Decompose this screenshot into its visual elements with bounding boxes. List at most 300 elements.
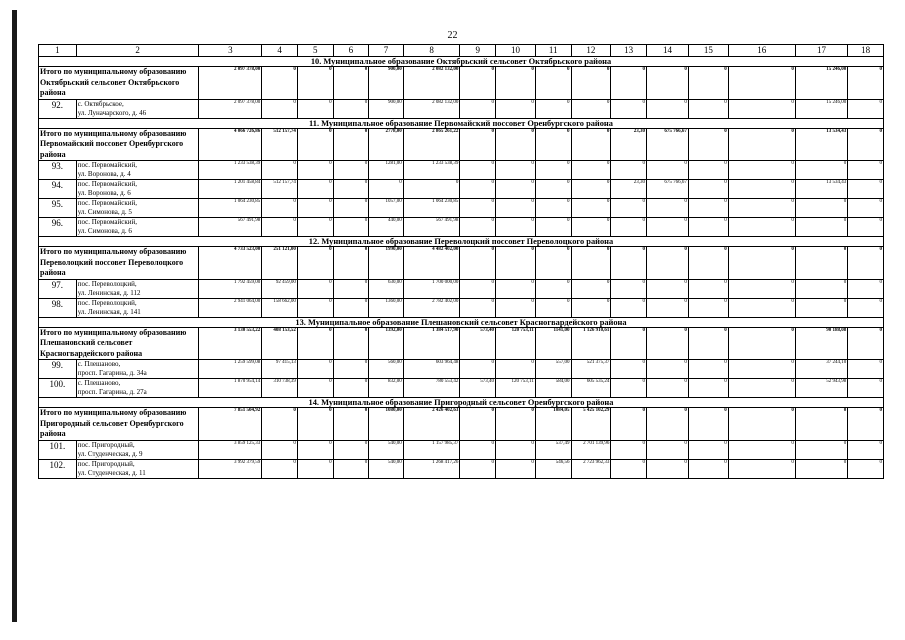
cell-value: 0	[848, 99, 884, 118]
cell-value: 0	[571, 199, 611, 218]
total-value: 0	[571, 128, 611, 161]
row-number: 96.	[39, 218, 77, 237]
column-header: 14	[646, 45, 688, 57]
cell-value: 0	[297, 180, 333, 199]
total-value: 0	[460, 408, 496, 441]
cell-value: 13 534,43	[795, 180, 847, 199]
section-title: 12. Муниципальное образование Переволоцкий поссовет Переволоцкого района	[39, 237, 884, 247]
row-number: 98.	[39, 298, 77, 317]
address-line: ул. Ленинская, д. 112	[77, 288, 141, 297]
row-address	[76, 360, 199, 379]
cell-value: 0	[728, 161, 795, 180]
address-line: ул. Симонова, д. 5	[77, 208, 132, 216]
row-number: 94.	[39, 180, 77, 199]
row-number: 101.	[39, 440, 77, 459]
cell-value: 630,00	[369, 279, 404, 298]
cell-value: 512 157,74	[262, 180, 298, 199]
cell-value: 0	[333, 379, 369, 398]
cell-value: 120 753,11	[496, 379, 536, 398]
total-value: 0	[611, 67, 647, 100]
total-row	[39, 247, 884, 280]
column-header: 13	[611, 45, 647, 57]
total-value: 0	[262, 408, 298, 441]
total-value: 0	[611, 247, 647, 280]
section-title-row	[39, 317, 884, 327]
cell-value: 900,00	[369, 99, 404, 118]
cell-value: 0	[848, 180, 884, 199]
cell-value: 0	[611, 379, 647, 398]
total-value: 675 766,67	[646, 128, 688, 161]
total-value: 512 157,74	[262, 128, 298, 161]
column-header: 3	[199, 45, 262, 57]
total-value: 0	[571, 67, 611, 100]
cell-value: 0	[333, 99, 369, 118]
total-value: 0	[496, 408, 536, 441]
table-row	[39, 180, 884, 199]
cell-value: 0	[728, 99, 795, 118]
total-label: Итого по муниципальному образованию Первомайский поссовет Оренбургского района	[39, 128, 199, 161]
cell-value: 0	[646, 218, 688, 237]
cell-value: 603 964,48	[403, 360, 460, 379]
column-header: 6	[333, 45, 369, 57]
column-header: 17	[795, 45, 847, 57]
column-header: 1	[39, 45, 77, 57]
row-address	[76, 180, 199, 199]
cell-value: 0	[688, 360, 728, 379]
cell-value: 605 535,24	[571, 379, 611, 398]
total-label: Итого по муниципальному образованию Плешановский сельсовет Красногвардейского района	[39, 327, 199, 360]
table-row	[39, 279, 884, 298]
binding-edge	[12, 10, 17, 622]
cell-value: 0	[848, 440, 884, 459]
cell-value: 0	[795, 298, 847, 317]
total-value: 0	[646, 247, 688, 280]
cell-value: 0	[795, 279, 847, 298]
cell-value: 0	[688, 379, 728, 398]
total-value: 0	[496, 247, 536, 280]
table-row	[39, 199, 884, 218]
total-value: 90 188,08	[795, 327, 847, 360]
total-value: 0	[611, 327, 647, 360]
total-value: 0	[688, 247, 728, 280]
total-value: 2 426 402,63	[403, 408, 460, 441]
total-value: 251 121,00	[262, 247, 298, 280]
table-row	[39, 459, 884, 478]
total-value: 3 130 553,22	[199, 327, 262, 360]
cell-value: 0	[460, 199, 496, 218]
cell-value: 0	[496, 180, 536, 199]
cell-value: 560,00	[369, 360, 404, 379]
cell-value: 2 701 139,96	[571, 440, 611, 459]
row-address	[76, 279, 199, 298]
total-value: 0	[297, 128, 333, 161]
total-value: 0	[848, 327, 884, 360]
column-header: 15	[688, 45, 728, 57]
address-line: просп. Гагарина, д. 27а	[77, 388, 147, 396]
cell-value: 0	[646, 99, 688, 118]
cell-value: 0	[460, 99, 496, 118]
cell-value: 0	[262, 218, 298, 237]
cell-value: 1 700 000,00	[403, 279, 460, 298]
total-value: 1990,00	[369, 247, 404, 280]
column-header: 12	[571, 45, 611, 57]
cell-value: 0	[535, 298, 571, 317]
column-header: 18	[848, 45, 884, 57]
total-value: 0	[795, 408, 847, 441]
cell-value: 0	[795, 199, 847, 218]
cell-value: 0	[297, 379, 333, 398]
row-address	[76, 298, 199, 317]
table-row	[39, 161, 884, 180]
cell-value: 0	[571, 298, 611, 317]
cell-value: 2 941 064,00	[199, 298, 262, 317]
cell-value: 0	[611, 440, 647, 459]
cell-value: 0	[496, 360, 536, 379]
total-value: 120 753,11	[496, 327, 536, 360]
cell-value: 1 870 954,14	[199, 379, 262, 398]
cell-value: 0	[688, 161, 728, 180]
total-value: 0	[611, 408, 647, 441]
cell-value: 0	[646, 379, 688, 398]
total-value: 2 865 261,22	[403, 128, 460, 161]
cell-value: 0	[571, 180, 611, 199]
cell-value: 573,40	[460, 379, 496, 398]
total-value: 2 082 132,00	[403, 67, 460, 100]
cell-value: 2 723 962,33	[571, 459, 611, 478]
cell-value: 0	[646, 279, 688, 298]
total-value: 0	[496, 67, 536, 100]
cell-value: 0	[728, 218, 795, 237]
total-value: 900,00	[369, 67, 404, 100]
total-row	[39, 128, 884, 161]
cell-value: 0	[728, 459, 795, 478]
cell-value: 0	[795, 459, 847, 478]
address-line: ул. Воронова, д. 4	[77, 170, 131, 178]
cell-value: 1 157 985,37	[403, 440, 460, 459]
cell-value: 0	[333, 459, 369, 478]
cell-value: 0	[297, 360, 333, 379]
address-line: пос. Первомайский,	[77, 218, 138, 226]
cell-value: 0	[297, 218, 333, 237]
cell-value: 0	[848, 459, 884, 478]
row-number: 99.	[39, 360, 77, 379]
cell-value: 0	[403, 180, 460, 199]
total-row	[39, 408, 884, 441]
cell-value: 0	[460, 218, 496, 237]
cell-value: 1 233 538,39	[403, 161, 460, 180]
cell-value: 2 782 402,00	[403, 298, 460, 317]
cell-value: 0	[646, 360, 688, 379]
total-value: 0	[460, 247, 496, 280]
cell-value: 0	[496, 199, 536, 218]
total-value: 0	[535, 247, 571, 280]
column-header: 5	[297, 45, 333, 57]
column-header: 16	[728, 45, 795, 57]
total-value: 0	[688, 408, 728, 441]
address-line: с. Плешаново,	[77, 360, 121, 368]
cell-value: 440,00	[369, 218, 404, 237]
total-value: 573,40	[460, 327, 496, 360]
total-value: 0	[848, 247, 884, 280]
total-value: 0	[571, 247, 611, 280]
total-value: 408 153,52	[262, 327, 298, 360]
total-value: 1 384 517,90	[403, 327, 460, 360]
address-line: с. Октябрьское,	[77, 99, 124, 108]
cell-value: 0	[496, 218, 536, 237]
cell-value: 0	[297, 99, 333, 118]
address-line: пос. Первомайский,	[77, 180, 138, 188]
cell-value: 0	[262, 459, 298, 478]
cell-value: 0	[728, 440, 795, 459]
total-label: Итого по муниципальному образованию Октябрьский сельсовет Октябрьского района	[39, 67, 199, 100]
total-label: Итого по муниципальному образованию Переволоцкий поссовет Переволоцкого района	[39, 247, 199, 280]
cell-value: 567 491,98	[199, 218, 262, 237]
cell-value: 0	[460, 180, 496, 199]
total-value: 0	[848, 67, 884, 100]
total-value: 2778,00	[369, 128, 404, 161]
cell-value: 0	[333, 298, 369, 317]
section-title-row	[39, 398, 884, 408]
column-header: 8	[403, 45, 460, 57]
total-value: 0	[728, 327, 795, 360]
cell-value: 0	[688, 218, 728, 237]
total-value: 0	[728, 128, 795, 161]
cell-value: 0	[297, 161, 333, 180]
cell-value: 0	[333, 279, 369, 298]
total-value: 0	[460, 128, 496, 161]
section-title: 11. Муниципальное образование Первомайский поссовет Оренбургского района	[39, 118, 884, 128]
cell-value: 0	[688, 440, 728, 459]
section-title-row	[39, 237, 884, 247]
cell-value: 0	[611, 360, 647, 379]
row-address	[76, 161, 199, 180]
section-title: 14. Муниципальное образование Пригородный сельсовет Оренбургского района	[39, 398, 884, 408]
cell-value: 0	[728, 180, 795, 199]
cell-value: 0	[728, 279, 795, 298]
cell-value: 0	[571, 99, 611, 118]
cell-value: 0	[611, 99, 647, 118]
cell-value: 0	[646, 161, 688, 180]
cell-value: 0	[535, 99, 571, 118]
page-number: 22	[447, 30, 458, 41]
total-value: 23,30	[611, 128, 647, 161]
total-value: 0	[333, 128, 369, 161]
cell-value: 0	[728, 199, 795, 218]
cell-value: 0	[496, 440, 536, 459]
address-line: ул. Студенческая, д. 9	[77, 449, 143, 458]
cell-value: 0	[297, 279, 333, 298]
cell-value: 540,00	[369, 440, 404, 459]
total-row	[39, 67, 884, 100]
cell-value: 1 233 538,39	[199, 161, 262, 180]
row-number: 100.	[39, 379, 77, 398]
column-header: 2	[76, 45, 199, 57]
cell-value: 675 766,67	[646, 180, 688, 199]
cell-value: 0	[297, 298, 333, 317]
row-address	[76, 379, 199, 398]
address-line: пос. Первомайский,	[77, 199, 138, 207]
cell-value: 0	[728, 298, 795, 317]
row-address	[76, 218, 199, 237]
address-line: пос. Пригородный,	[77, 459, 135, 468]
section-title: 13. Муниципальное образование Плешановский сельсовет Красногвардейского района	[39, 317, 884, 327]
cell-value: 0	[848, 199, 884, 218]
cell-value: 0	[611, 161, 647, 180]
cell-value: 0	[535, 199, 571, 218]
address-line: ул. Студенческая, д. 11	[77, 468, 146, 477]
cell-value: 546,56	[535, 459, 571, 478]
cell-value: 0	[571, 279, 611, 298]
cell-value: 0	[460, 298, 496, 317]
total-value: 7 851 504,92	[199, 408, 262, 441]
column-header: 9	[460, 45, 496, 57]
cell-value: 537,49	[535, 440, 571, 459]
cell-value: 3 859 125,33	[199, 440, 262, 459]
column-header: 7	[369, 45, 404, 57]
cell-value: 0	[496, 279, 536, 298]
cell-value: 557,00	[535, 360, 571, 379]
total-value: 1080,00	[369, 408, 404, 441]
cell-value: 0	[646, 199, 688, 218]
cell-value: 0	[688, 180, 728, 199]
total-value: 2 097 378,00	[199, 67, 262, 100]
total-value: 0	[297, 247, 333, 280]
table-row	[39, 440, 884, 459]
cell-value: 0	[535, 218, 571, 237]
cell-value: 567 491,98	[403, 218, 460, 237]
row-number: 102.	[39, 459, 77, 478]
table-row	[39, 99, 884, 118]
cell-value: 0	[333, 440, 369, 459]
total-value: 0	[848, 128, 884, 161]
table-row	[39, 298, 884, 317]
cell-value: 52 943,98	[795, 379, 847, 398]
cell-value: 0	[460, 279, 496, 298]
cell-value: 0	[460, 161, 496, 180]
cell-value: 0	[688, 199, 728, 218]
cell-value: 0	[262, 199, 298, 218]
cell-value: 23,30	[611, 180, 647, 199]
cell-value: 540,00	[369, 459, 404, 478]
cell-value: 0	[333, 218, 369, 237]
cell-value: 0	[646, 298, 688, 317]
cell-value: 0	[728, 379, 795, 398]
cell-value: 0	[297, 199, 333, 218]
cell-value: 0	[688, 279, 728, 298]
cell-value: 1 268 417,26	[403, 459, 460, 478]
total-value: 0	[262, 67, 298, 100]
cell-value: 97 415,13	[262, 360, 298, 379]
total-value: 5 425 102,29	[571, 408, 611, 441]
cell-value: 92 459,00	[262, 279, 298, 298]
row-address	[76, 440, 199, 459]
table-row	[39, 218, 884, 237]
cell-value: 0	[496, 161, 536, 180]
cell-value: 584,00	[535, 379, 571, 398]
cell-value: 0	[333, 199, 369, 218]
total-label: Итого по муниципальному образованию Пригородный сельсовет Оренбургского района	[39, 408, 199, 441]
cell-value: 0	[688, 459, 728, 478]
total-value: 0	[688, 327, 728, 360]
total-value: 0	[848, 408, 884, 441]
cell-value: 2 097 378,00	[199, 99, 262, 118]
section-title-row	[39, 118, 884, 128]
address-line: с. Плешаново,	[77, 379, 121, 387]
address-line: пос. Переволоцкий,	[77, 279, 137, 288]
total-value: 0	[333, 247, 369, 280]
cell-value: 0	[460, 360, 496, 379]
row-address	[76, 459, 199, 478]
cell-value: 0	[333, 180, 369, 199]
address-line: пос. Первомайский,	[77, 161, 138, 169]
cell-value: 0	[535, 279, 571, 298]
cell-value: 0	[333, 161, 369, 180]
total-value: 0	[646, 67, 688, 100]
total-value: 0	[795, 247, 847, 280]
total-value: 0	[297, 67, 333, 100]
cell-value: 0	[848, 279, 884, 298]
address-line: просп. Гагарина, д. 34а	[77, 369, 147, 377]
total-value: 0	[535, 67, 571, 100]
address-line: ул. Воронова, д. 6	[77, 189, 131, 197]
budget-table	[38, 44, 884, 479]
cell-value: 0	[262, 440, 298, 459]
total-value: 0	[646, 327, 688, 360]
cell-value: 0	[611, 459, 647, 478]
cell-value: 0	[297, 459, 333, 478]
cell-value: 0	[646, 459, 688, 478]
address-line: ул. Луначарского, д. 46	[77, 108, 147, 117]
total-value: 4 066 726,86	[199, 128, 262, 161]
section-title-row	[39, 57, 884, 67]
cell-value: 37 244,10	[795, 360, 847, 379]
total-value: 1084,05	[535, 408, 571, 441]
row-number: 97.	[39, 279, 77, 298]
row-number: 93.	[39, 161, 77, 180]
section-title: 10. Муниципальное образование Октябрьский сельсовет Октябрьского района	[39, 57, 884, 67]
cell-value: 1360,00	[369, 298, 404, 317]
address-line: пос. Переволоцкий,	[77, 298, 137, 307]
cell-value: 310 738,39	[262, 379, 298, 398]
cell-value: 0	[496, 298, 536, 317]
total-value: 0	[728, 247, 795, 280]
total-value: 0	[535, 128, 571, 161]
total-row	[39, 327, 884, 360]
cell-value: 0	[262, 161, 298, 180]
total-value: 4 733 523,00	[199, 247, 262, 280]
total-value: 0	[333, 327, 369, 360]
total-value: 0	[728, 408, 795, 441]
cell-value: 0	[496, 459, 536, 478]
cell-value: 0	[611, 298, 647, 317]
column-header: 10	[496, 45, 536, 57]
row-number: 92.	[39, 99, 77, 118]
total-value: 0	[688, 67, 728, 100]
cell-value: 2 082 132,00	[403, 99, 460, 118]
cell-value: 1 064 230,85	[403, 199, 460, 218]
total-value: 1 126 910,61	[571, 327, 611, 360]
cell-value: 0	[795, 161, 847, 180]
cell-value: 0	[688, 99, 728, 118]
cell-value: 0	[728, 360, 795, 379]
total-value: 15 246,00	[795, 67, 847, 100]
cell-value: 0	[611, 199, 647, 218]
cell-value: 0	[848, 360, 884, 379]
cell-value: 0	[262, 99, 298, 118]
cell-value: 832,00	[369, 379, 404, 398]
total-value: 0	[297, 327, 333, 360]
cell-value: 1057,00	[369, 199, 404, 218]
